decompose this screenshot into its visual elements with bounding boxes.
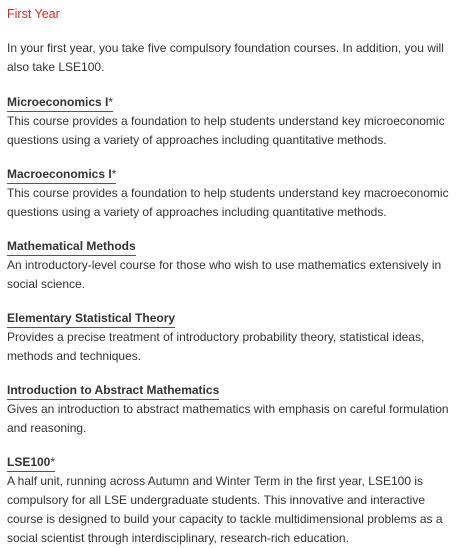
course-marker: *: [111, 167, 117, 181]
course-title-text: Mathematical Methods: [7, 239, 136, 253]
section-intro: In your first year, you take five compulsory foundation courses. In addition, you will also take LSE100.: [7, 41, 444, 74]
course-title-link[interactable]: [7, 310, 175, 328]
course-description: A half unit, running across Autumn and Winter Term in the first year, LSE100 is compulsory for all LSE undergraduate students. This innovative and interactive course is designed to build your capacity to tackle multidimensional problems as a social scientist through interdisciplinary, research-rich education.: [7, 474, 443, 545]
course-marker: *: [50, 455, 56, 469]
course-mathematical-methods: [7, 237, 457, 294]
course-lse100: [7, 453, 457, 548]
course-microeconomics: [7, 93, 457, 150]
course-title-text: Macroeconomics I: [7, 167, 112, 181]
course-title-link[interactable]: [7, 94, 113, 112]
course-macroeconomics: [7, 165, 457, 222]
course-title-link[interactable]: [7, 454, 55, 472]
course-description: This course provides a foundation to help students understand key macroeconomic questions using a variety of approaches including quantitative methods.: [7, 186, 449, 219]
course-title-text: Microeconomics I: [7, 95, 109, 109]
course-description: This course provides a foundation to help students understand key microeconomic questions using a variety of approaches including quantitative methods.: [7, 114, 445, 147]
course-elementary-statistical-theory: [7, 309, 457, 366]
course-description: An introductory-level course for those who wish to use mathematics extensively in social science.: [7, 258, 442, 291]
course-title-link[interactable]: [7, 238, 136, 256]
course-title-link[interactable]: [7, 382, 219, 400]
course-description: Gives an introduction to abstract mathematics with emphasis on careful formulation and reasoning.: [7, 402, 449, 435]
section-title: First Year: [7, 7, 60, 21]
course-description: Provides a precise treatment of introductory probability theory, statistical ideas, methods and techniques.: [7, 330, 425, 363]
course-marker: *: [108, 95, 114, 109]
course-title-text: Elementary Statistical Theory: [7, 311, 176, 325]
course-title-text: Introduction to Abstract Mathematics: [7, 383, 220, 397]
course-title-link[interactable]: [7, 166, 116, 184]
course-abstract-mathematics: [7, 381, 457, 438]
course-title-text: LSE100: [7, 455, 51, 469]
